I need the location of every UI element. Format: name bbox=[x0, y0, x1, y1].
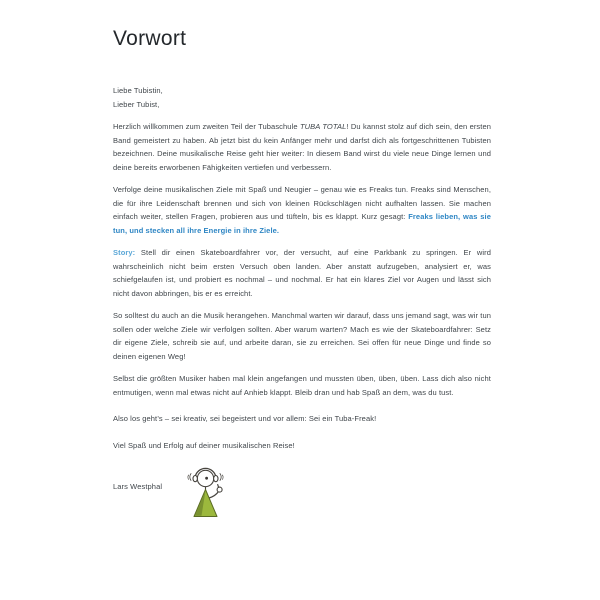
sound-wave-left-icon bbox=[190, 474, 191, 481]
paragraph-story bbox=[113, 246, 491, 300]
signature-name: Lars Westphal bbox=[113, 482, 163, 491]
paragraph-music: So solltest du auch an die Musik herangehen. Manchmal warten wir darauf, dass uns jemand sagt, was wir tun sollen oder welche Ziele wir verfolgen sollten. Aber warum warten? Mach es wie der Skateboardfahrer: Setz dir eigene Ziele, schreib sie auf, und arbeite daran, sie zu erreichen. Sei offen für neue Dinge und finde so deinen eigenen Weg! bbox=[113, 311, 491, 361]
freaks-highlight-text: Freaks lieben, was sie tun, und stecken all ihre Energie in ihre Ziele. bbox=[113, 212, 491, 235]
story-label: Story: bbox=[113, 248, 136, 257]
paragraph-freaks-text: Verfolge deine musikalischen Ziele mit Spaß und Neugier – genau wie es Freaks tun. Freaks sind Menschen, die für ihre Leidenschaft brennen und sich von kleinen Rückschlägen nicht aufhalten lassen. Sie machen einfach weiter, stellen Fragen, probieren aus und tüfteln, bis es klappt. Kurz gesagt: bbox=[113, 185, 491, 221]
book-title-italic: TUBA TOTAL bbox=[299, 122, 347, 131]
ear-cup-left bbox=[193, 476, 197, 482]
sound-wave-right-icon bbox=[220, 474, 221, 481]
sound-wave-left-2-icon bbox=[188, 475, 189, 479]
page-title: Vorwort bbox=[113, 27, 187, 50]
paragraph-welcome bbox=[113, 120, 491, 174]
salutation-line-1: Liebe Tubistin, bbox=[113, 86, 163, 95]
page-content bbox=[113, 26, 491, 527]
mascot-eye bbox=[205, 477, 208, 480]
sound-wave-right-2-icon bbox=[223, 475, 224, 479]
ear-cup-right bbox=[214, 476, 218, 482]
paragraph-story-text: Stell dir einen Skateboardfahrer vor, der versucht, auf eine Parkbank zu springen. Er wird wahrscheinlich nicht beim ersten Versuch oben landen. Aber anstatt aufzugeben, analysiert er, was schiefgelaufen ist, und probiert es nochmal – und nochmal. Er hat ein klares Ziel vor Augen und lässt sich nicht davon abbringen, bis er es erreicht. bbox=[113, 248, 491, 298]
salutation bbox=[113, 84, 491, 111]
paragraph-practice: Selbst die größten Musiker haben mal klein angefangen und mussten üben, üben, üben. Lass dich also nicht entmutigen, wenn mal etwas nicht auf Anhieb klappt. Bleib dran und hab Spaß an dem, was du tust. bbox=[113, 374, 491, 397]
thumbs-up-icon bbox=[217, 487, 222, 492]
tuba-freak-mascot-icon bbox=[182, 465, 228, 527]
signature-row bbox=[113, 465, 491, 527]
paragraph-welcome-text-2: ! Du kannst stolz auf dich sein, den ersten Band gemeistert zu haben. Ab jetzt bist du kein Anfänger mehr und darfst dich als fortgeschrittenen Tubisten bezeichnen. Deine musikalische Reise geht hier weiter: In diesem Band wirst du viele neue Dinge lernen und deine bereits erworbenen Fähigkeiten vertiefen und verbessern. bbox=[113, 122, 492, 172]
mascot-arm bbox=[209, 492, 219, 499]
closing-line-1: Also los geht’s – sei kreativ, sei begeistert und vor allem: Sei ein Tuba-Freak! bbox=[113, 414, 377, 423]
salutation-line-2: Lieber Tubist, bbox=[113, 99, 160, 109]
thumbs-up-thumb bbox=[218, 485, 219, 488]
paragraph-welcome-text-1: Herzlich willkommen zum zweiten Teil der Tubaschule bbox=[113, 122, 300, 131]
closing-line-2: Viel Spaß und Erfolg auf deiner musikalischen Reise! bbox=[113, 440, 295, 450]
paragraph-freaks bbox=[113, 183, 491, 237]
body-paragraphs bbox=[113, 120, 491, 527]
